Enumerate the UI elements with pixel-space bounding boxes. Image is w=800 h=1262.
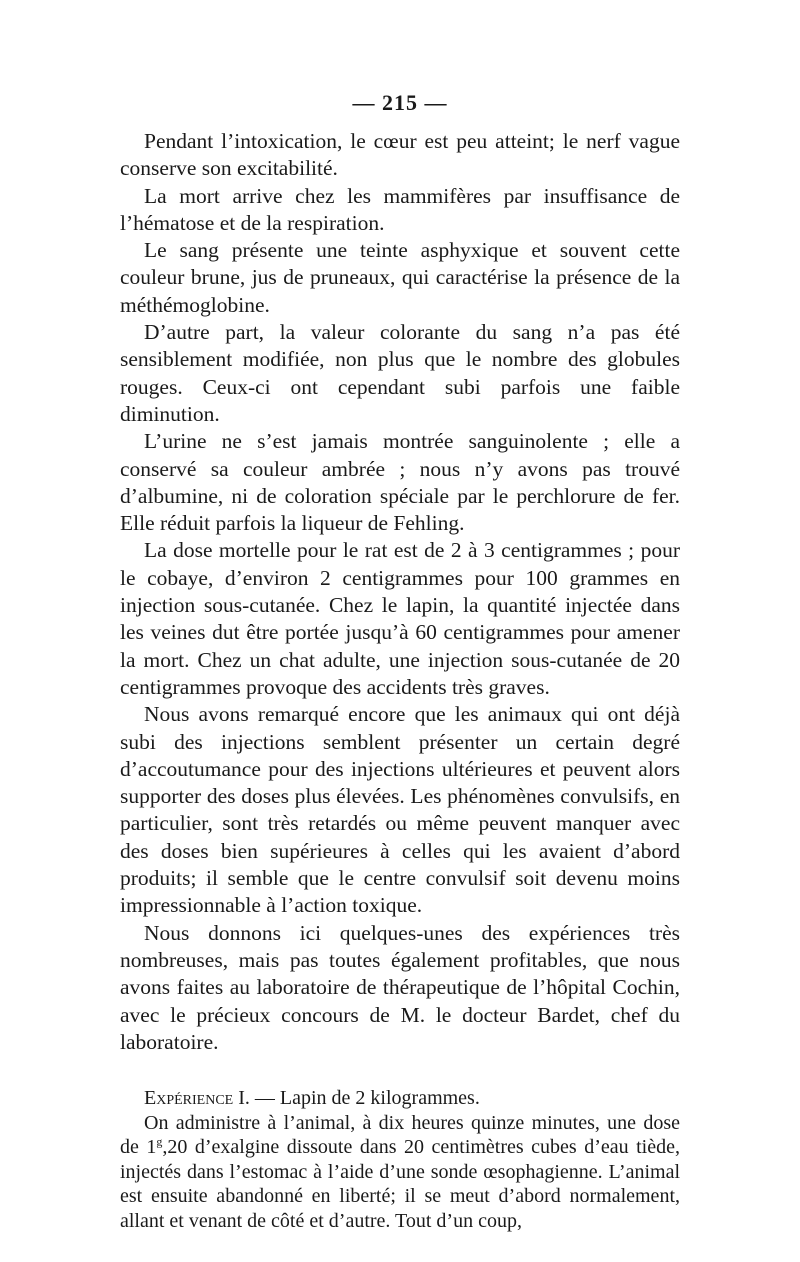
paragraph-coloring: D’autre part, la valeur colorante du sang n’a pas été sensiblement modifiée, non plus que le nombre des globules rouges. Ceux-ci ont cependant subi parfois une faible diminution.: [120, 320, 680, 426]
page-number: — 215 —: [352, 90, 448, 115]
experiment-label: Expérience I.: [144, 1087, 250, 1110]
experiment-text-before: On administre à l’animal, à dix heures quinze minutes, une dose de: [120, 1111, 680, 1159]
paragraph-death: La mort arrive chez les mammifères par insuffisance de l’hématose et de la respiration.: [120, 183, 680, 235]
experiment-text-after: ,20 d’exalgine dissoute dans 20 centimètres cubes d’eau tiède, injectés dans l’estomac à l’aide d’une sonde œsophagienne. L’animal est ensuite abandonné en liberté; il se meut d’abord normalement, allant et venant de côté et d’autre. Tout d’un coup,: [120, 1136, 680, 1232]
paragraph-heart: Pendant l’intoxication, le cœur est peu atteint; le nerf vague conserve son excitabilité.: [120, 129, 680, 181]
section-gap: [120, 1056, 680, 1086]
document-page: [120, 88, 680, 1233]
dose-number: 1: [146, 1136, 157, 1159]
experiment-heading: [120, 1086, 680, 1111]
paragraph-experiments-intro: Nous donnons ici quelques-unes des expériences très nombreuses, mais pas toutes également profitables, que nous avons faites au laboratoire de thérapeutique de l’hôpital Cochin, avec le précieux concours de M. le docteur Bardet, chef du laboratoire.: [120, 920, 680, 1054]
paragraph-lethal-dose: La dose mortelle pour le rat est de 2 à 3 centigrammes ; pour le cobaye, d’environ 2 centigrammes pour 100 grammes en injection sous-cutanée. Chez le lapin, la quantité injectée dans les veines dut être portée jusqu’à 60 centigrammes pour amener la mort. Chez un chat adulte, une injection sous-cutanée de 20 centigrammes provoque des accidents très graves.: [120, 538, 680, 699]
experiment-title: — Lapin de 2 kilogrammes.: [249, 1087, 480, 1110]
paragraph-blood: Le sang présente une teinte asphyxique et souvent cette couleur brune, jus de pruneaux, qui caractérise la présence de la méthémoglobine.: [120, 238, 680, 317]
dose-unit: g: [156, 1134, 163, 1149]
experiment-text: [120, 1111, 680, 1234]
paragraph-urine: L’urine ne s’est jamais montrée sanguinolente ; elle a conservé sa couleur ambrée ; nous n’y avons pas trouvé d’albumine, ni de coloration spéciale par le perchlorure de fer. Elle réduit parfois la liqueur de Fehling.: [120, 429, 680, 536]
paragraph-tolerance: Nous avons remarqué encore que les animaux qui ont déjà subi des injections semblent présenter un certain degré d’accoutumance pour des injections ultérieures et peuvent alors supporter des doses plus élevées. Les phénomènes convulsifs, en particulier, sont très retardés ou même peuvent manquer avec des doses bien supérieures à celles qui les avaient d’abord produits; il semble que le centre convulsif soit devenu moins impressionnable à l’action toxique.: [120, 702, 680, 918]
